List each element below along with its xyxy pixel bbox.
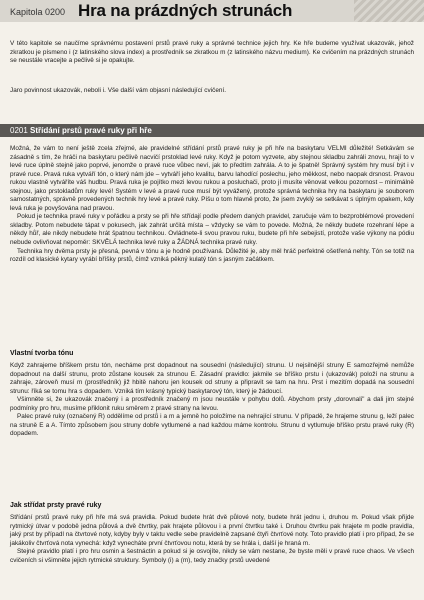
header-decoration	[354, 0, 424, 22]
section-title: Střídání prstů pravé ruky při hře	[30, 126, 152, 135]
body-paragraph: Střídání prstů pravé ruky při hře má svá pravidla. Pokud budete hrát dvě půlové noty, budete hrát jednu i, druhou m. Pokud však přijde rytmický útvar v podobě jedna půlová a dvě čtvrtky, pak hrajete půlovou i a první čtvrtku také i. Druhou čtvrtku pak hrajete m podle pravidla, jaký prst by případl na čtvrtové noty, kdyby byly v taktu vedle sebe pravidelně zapsané čtyři čtvrťové noty. Toto pravidlo platí i pro případ, že se jakákoliv čtvrťová nota vynechá: když vynecháte první čtvrťovou notu, která by se hrála i, další je hraná m.	[10, 514, 414, 547]
alternation-text	[10, 514, 414, 565]
page-header	[0, 0, 424, 22]
tone-text	[10, 362, 414, 439]
subheading-alternation: Jak střídat prsty pravé ruky	[10, 502, 102, 509]
body-paragraph: Všimněte si, že ukazovák značený i a prostředník značený m jsou neustále v pohybu dolů. Abychom prsty „dorovnali" a dali jim stejné podmínky pro hru, musíme přiklonit ruku směrem z pravé strany na levou.	[10, 396, 414, 412]
main-text	[10, 145, 414, 265]
chapter-label: Kapitola 0200	[10, 7, 66, 17]
body-paragraph: Stejné pravidlo platí i pro hru osmin a šestnáctin a pokud si je osvojíte, nikdy se vám nestane, že byste měli v pravé ruce chaos. Ve všech cvičeních si všimněte jejich rytmické struktury. Symboly (i) a (m), tedy značky prstů uvedené	[10, 548, 414, 564]
body-paragraph: Možná, že vám to není ještě zcela zřejmé, ale pravidelné střídání prstů pravé ruky je při hře na baskytaru VELMI důležité! Setkávám se zásadně s tím, že hráči na baskytaru pečlivě nacvičí prstoklad levé ruky. Když je potom vyzvete, aby stejnou skladbu zahráli znovu, hrají to v levé ruce úplně stejně jako poprvé, jenomže o pravé ruce vůbec neví, jak to předtím zahrála. A to je špatně! Správný systém hry musí být i v pravé ruce. Pravá ruka vytváří tón, o který nám jde – vytváří jeho kvalitu, barvu lahodící poslechu, jeho měkkost, nebo naopak drsnost. Pravou rukou vlastně vytváříte váš hudbu. Pravá ruka je pojítko mezi levou rukou a posluchači, proto jí musíte věnovat velkou pozornost – minimálně stejnou, jako prstokladům ruky levé! Systém v levé a pravé ruce musí být vyvážený, protože správná technika hry na baskytaru je souborem samostatných, správně provedených technik hry levé a pravé ruky. Píšu o tom hlavně proto, že jsem zvyklý se setkávat s úplným opakem, kdy levá ruka je povyšována nad pravou.	[10, 145, 414, 212]
intro-paragraph: V této kapitole se naučíme správnému postavení prstů pravé ruky a správné technice jejich hry. Ke hře budeme využívat ukazovák, jehož zkratkou je písmeno i (z latinského slova index) a prostředník se zkratkou m (z latinského názvu medium). Ke cvičením na prázdných strunách se neustále vracejte a pečlivě si je opakujte.	[10, 40, 414, 65]
intro-text	[10, 40, 414, 66]
subheading-tone: Vlastní tvorba tónu	[10, 350, 74, 357]
chapter-title: Hra na prázdných strunách	[78, 1, 293, 20]
intro-paragraph: Jaro povinnost ukazovák, neboli i. Vše další vám objasní následující cvičení.	[10, 87, 226, 94]
intro-text-2	[10, 87, 414, 96]
section-heading-bar	[0, 124, 424, 137]
body-paragraph: Technika hry dvěma prsty je přesná, pevná v tónu a je hodně používaná. Důležité je, aby měl hráč perfektně ošetřená nehty. Tón se totiž na rozdíl od klasické kytary vyrábí bříšky prstů, čímž vzniká pěkný kulatý tón s jasným začátkem.	[10, 247, 414, 264]
body-paragraph: Pokud je technika pravé ruky v pořádku a prsty se při hře střídají podle předem daných pravidel, zaručuje vám to bezproblémové provedení skladby. Potom nebudete tápat v pokusech, jak zahrát určitá místa – vždycky se vám to povede. Možná, že někdy budete rozehraní lépe a někdy hůř, ale nikdy nebudete hrát špatnou technikou. Ovládnete-li svou pravou ruku, budete při hře sebejistí, protože vaše výkony na pódiu nebude ovlivňovat nepoměr: SKVĚLÁ technika levé ruky a ŽÁDNÁ technika pravé ruky.	[10, 213, 414, 247]
body-paragraph: Palec pravé ruky (označený R) oddělíme od prstů i a m a jemně ho položíme na nehrající strunu. V případě, že hrajeme strunu g, leží palec na struně E a A. Tímto způsobem jsou struny dobře vytlumené a nad každou máme kontrolu. Strunu d vytlumuje bříško prstu pravé ruky (R) dopadem.	[10, 413, 414, 438]
body-paragraph: Když zahrajeme bříškem prstu tón, necháme prst dopadnout na sousední (následující) strunu. U nejsilnější struny E samozřejmě nemůže dopadnout na další strunu, proto zůstane kousek za strunou E. Zásadní pravidlo: jakmile se bříško prstu i (ukazovák) položí na strunu a zahraje, zároveň musí m (prostředník) již hbitě nahoru jen kousek od struny a připravit se tam na hru. Prst i mezitím dopadá na sousední strunu: říká se tomu hra s dopadem. Vzniká tím krásný typický baskytarový tón, který je žádoucí.	[10, 362, 414, 395]
section-number: 0201	[10, 126, 28, 135]
